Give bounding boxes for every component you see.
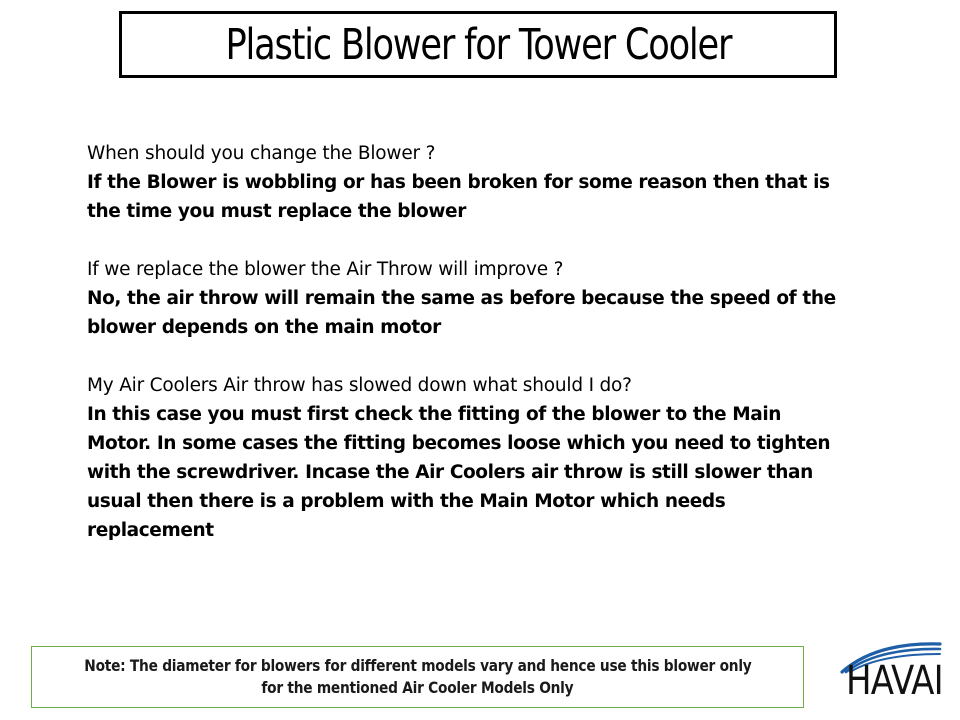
faq-question: If we replace the blower the Air Throw will improve ? (87, 259, 564, 280)
faq-answer-line: blower depends on the main motor (87, 317, 441, 338)
faq-item (87, 255, 867, 342)
havai-logo (836, 636, 944, 706)
faq-section (87, 139, 867, 574)
title-box (119, 11, 837, 78)
note-line: Note: The diameter for blowers for different models vary and hence use this blower only (83, 656, 752, 675)
page-title: Plastic Blower for Tower Cooler (225, 19, 731, 70)
note-line: for the mentioned Air Cooler Models Only (261, 678, 574, 697)
faq-item (87, 139, 867, 226)
faq-answer-line: No, the air throw will remain the same as before because the speed of the (87, 288, 836, 309)
faq-answer-line: If the Blower is wobbling or has been broken for some reason then that is (87, 172, 830, 193)
logo-text: HAVAI (846, 658, 943, 704)
faq-answer-line: with the screwdriver. Incase the Air Coolers air throw is still slower than (87, 462, 813, 483)
faq-answer (87, 400, 867, 545)
faq-answer-line: the time you must replace the blower (87, 201, 466, 222)
faq-answer (87, 168, 867, 226)
faq-item (87, 371, 867, 545)
faq-answer-line: replacement (87, 520, 214, 541)
faq-question: When should you change the Blower ? (87, 143, 436, 164)
faq-answer (87, 284, 867, 342)
faq-answer-line: usual then there is a problem with the Main Motor which needs (87, 491, 726, 512)
faq-question: My Air Coolers Air throw has slowed down what should I do? (87, 375, 632, 396)
faq-answer-line: Motor. In some cases the fitting becomes loose which you need to tighten (87, 433, 831, 454)
note-box (31, 646, 804, 708)
faq-answer-line: In this case you must first check the fitting of the blower to the Main (87, 404, 782, 425)
